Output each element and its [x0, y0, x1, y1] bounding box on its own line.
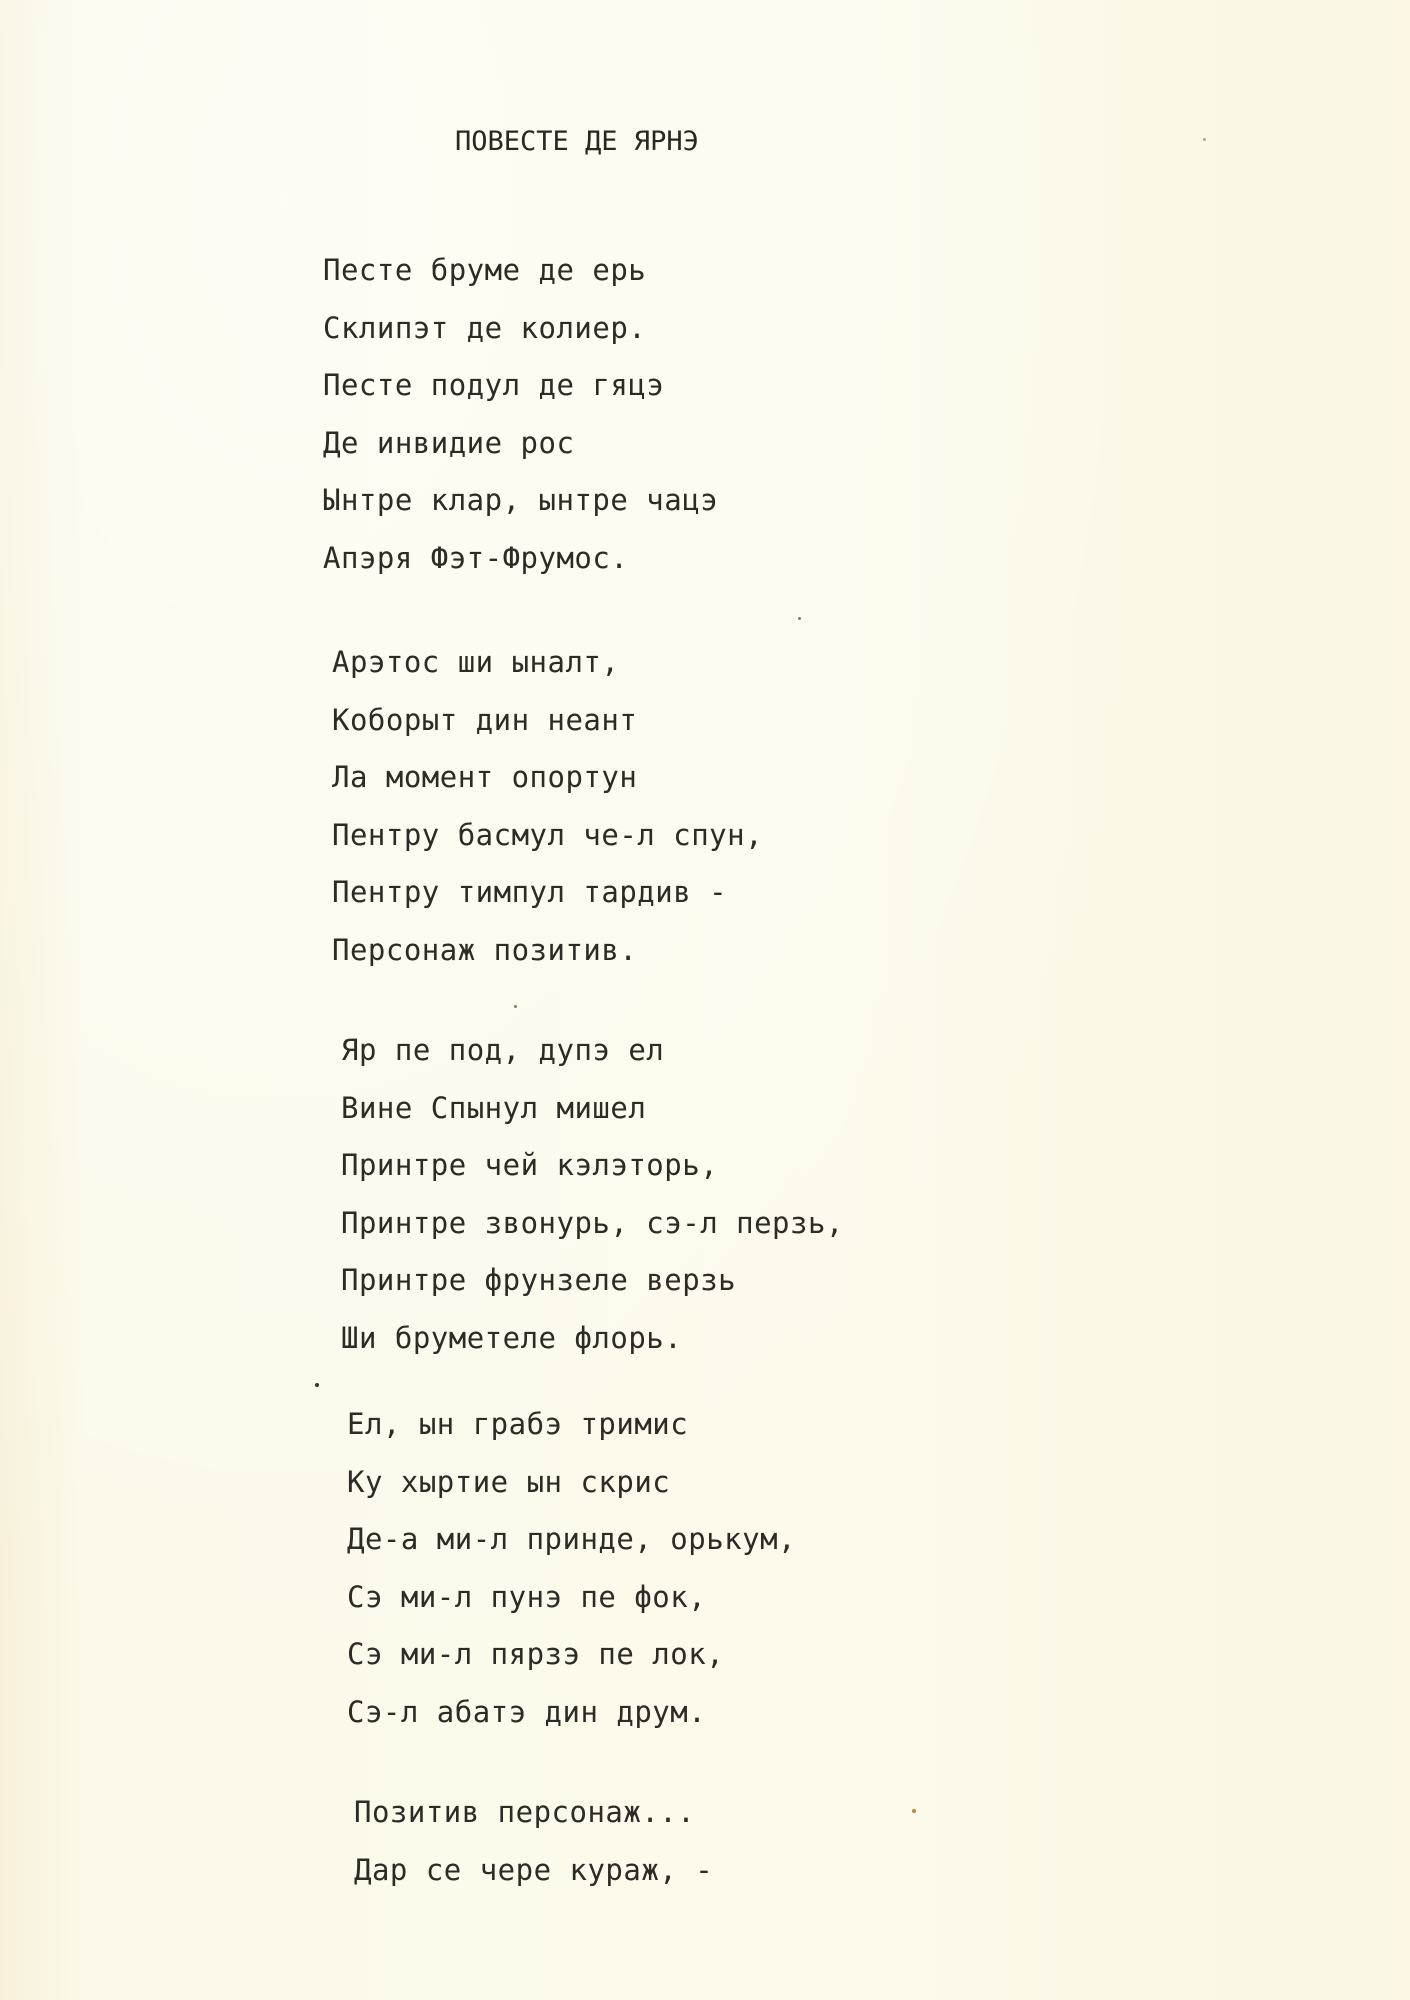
verse-line: Песте бруме де ерь — [323, 253, 647, 287]
verse-line: Яр пе под, дупэ ел — [341, 1033, 665, 1067]
paper-speck — [315, 1383, 319, 1387]
verse-line: Принтре чей кэлэторь, — [341, 1148, 719, 1182]
paper-speck — [1203, 138, 1206, 141]
verse-line: Ел, ын грабэ тримис — [347, 1407, 689, 1441]
verse-line: Коборыт дин неант — [332, 702, 638, 737]
stanza-2 — [332, 634, 763, 979]
stanza-3 — [341, 1022, 844, 1367]
verse-line: Сэ-л абатэ дин друм. — [347, 1694, 707, 1729]
stanza-5 — [354, 1784, 713, 1899]
verse-line: Склипэт де колиер. — [323, 310, 647, 345]
poem-title: ПОВЕСТЕ ДЕ ЯРНЭ — [455, 126, 699, 157]
verse-line: Арэтос ши ыналт, — [332, 645, 620, 679]
verse-line: Ла момент опортун — [332, 760, 638, 794]
stanza-4 — [347, 1396, 796, 1741]
verse-line: Ынтре клар, ынтре чацэ — [323, 483, 719, 517]
verse-line: Вине Спынул мишел — [341, 1090, 647, 1125]
paper-speck — [798, 617, 801, 620]
verse-line: Персонаж позитив. — [332, 932, 638, 967]
verse-line: Дар се чере кураж, - — [354, 1852, 714, 1887]
verse-line: Песте подул де гяцэ — [323, 368, 665, 402]
verse-line: Принтре фрунзеле верзь — [341, 1263, 737, 1297]
verse-line: Де инвидие рос — [323, 425, 575, 460]
verse-line: Пентру басмул че-л спун, — [332, 817, 764, 852]
verse-line: Ши бруметеле флорь. — [341, 1320, 683, 1355]
verse-line: Апэря Фэт-Фрумос. — [323, 540, 629, 575]
verse-line: Де-а ми-л принде, орькум, — [347, 1522, 796, 1556]
verse-line: Ку хыртие ын скрис — [347, 1464, 671, 1499]
verse-line: Принтре звонурь, сэ-л перзь, — [341, 1205, 844, 1240]
verse-line: Пентру тимпул тардив - — [332, 875, 728, 909]
verse-line: Позитив персонаж... — [354, 1795, 696, 1829]
verse-line: Сэ ми-л пярзэ пе лок, — [347, 1637, 725, 1671]
paper-speck — [514, 1005, 517, 1008]
paper-speck — [912, 1809, 916, 1813]
verse-line: Сэ ми-л пунэ пе фок, — [347, 1579, 707, 1614]
stanza-1 — [323, 242, 718, 587]
